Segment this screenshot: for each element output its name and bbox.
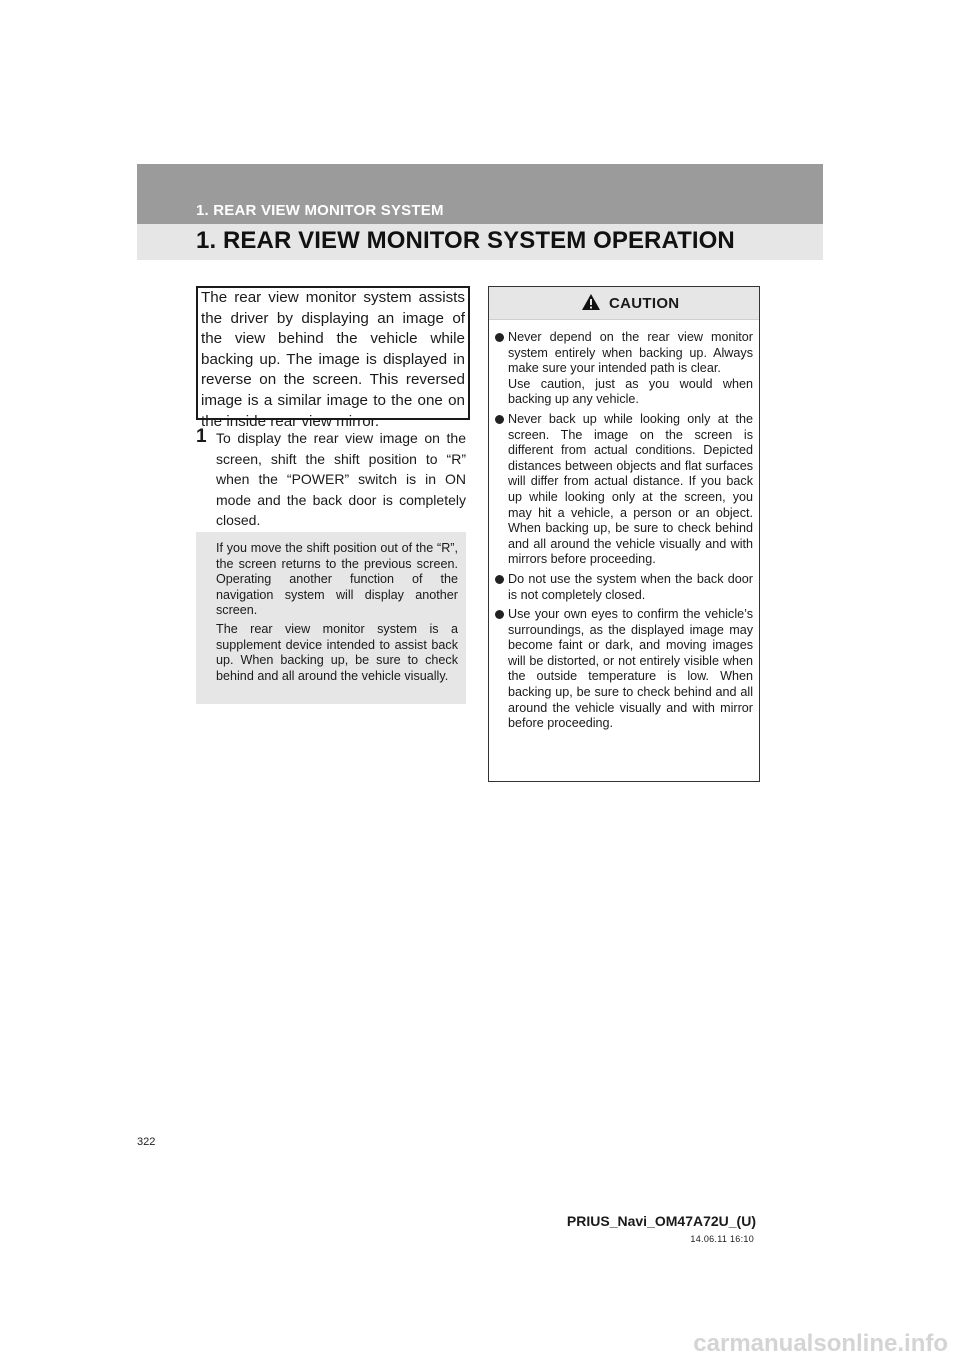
page-number: 322 (137, 1136, 156, 1148)
intro-text: The rear view monitor system assists the driver by displaying an image of the view behind the vehicle while backing up. The image is displayed in reverse on the screen. This reversed image is a similar image to the one on the inside rear view mirror. (201, 289, 465, 430)
note-item (200, 622, 458, 684)
intro-box (196, 286, 470, 430)
notes-box (196, 532, 466, 704)
caution-text: Use caution, just as you would when backing up any vehicle. (508, 376, 753, 407)
bullet-dot-icon (495, 610, 504, 619)
note-text: The rear view monitor system is a supplement device intended to assist back up. When backing up, be sure to check behind and all around the vehicle visually. (216, 621, 458, 683)
bullet-dot-icon (495, 415, 504, 424)
document-date: 14.06.11 16:10 (690, 1234, 754, 1244)
step-number: 1 (196, 426, 207, 447)
section-label: 1. REAR VIEW MONITOR SYSTEM (196, 202, 444, 219)
caution-text: Do not use the system when the back door is not completely closed. (508, 571, 753, 602)
bullet-dot-icon (495, 333, 504, 342)
note-item (200, 541, 458, 619)
caution-item (495, 607, 753, 732)
caution-box (488, 286, 760, 782)
step-1 (196, 428, 466, 531)
watermark: carmanualsonline.info (693, 1330, 948, 1357)
page-title: 1. REAR VIEW MONITOR SYSTEM OPERATION (196, 227, 735, 254)
caution-text: Never back up while looking only at the screen. The image on the screen is different from actual conditions. Depicted distances between objects and flat surfaces will differ from actual distance. If you back up while looking only at the screen, you may hit a vehicle, a person or an object. When backing up, be sure to check behind and all around the vehicle visually and with mirrors before proceeding. (508, 411, 753, 567)
step-text: To display the rear view image on the screen, shift the shift position to “R” when the “POWER” switch is in ON mode and the back door is completely closed. (216, 430, 466, 529)
note-text: If you move the shift position out of the “R”, the screen returns to the previous screen. Operating another function of the navigation system will display another screen. (216, 541, 458, 618)
caution-text: Never depend on the rear view monitor system entirely when backing up. Always make sure your intended path is clear. (508, 330, 753, 376)
caution-item (495, 330, 753, 408)
caution-item (495, 572, 753, 603)
caution-title: CAUTION (609, 295, 680, 312)
document-id: PRIUS_Navi_OM47A72U_(U) (566, 1213, 756, 1229)
caution-item (495, 412, 753, 568)
warning-triangle-icon (581, 293, 601, 311)
caution-header (489, 287, 759, 320)
caution-text: Use your own eyes to confirm the vehicle’s surroundings, as the displayed image may become faint or dark, and moving images will be distorted, or not entirely visible when the outside temperature is low. When backing up, be sure to check behind and all around the vehicle visually and with mirror before proceeding. (508, 607, 753, 731)
bullet-dot-icon (495, 575, 504, 584)
